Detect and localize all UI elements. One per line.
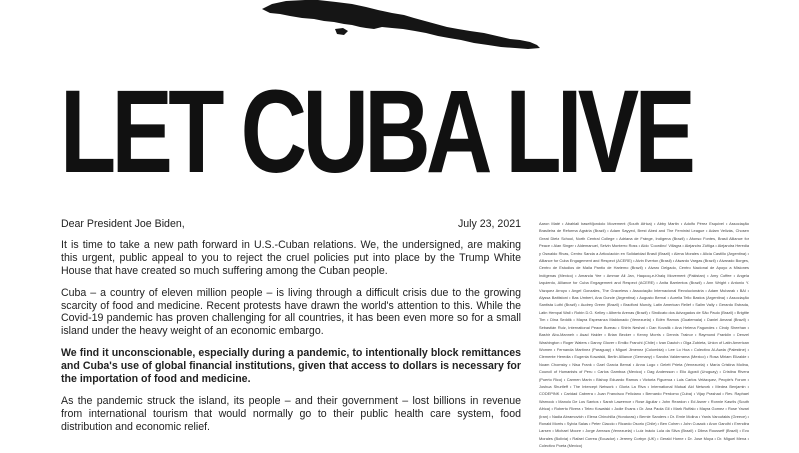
letter-body [61,218,521,443]
letter-paragraphs [61,239,521,434]
isla-de-la-juventud-shape [335,28,348,35]
letter-paragraph: We find it unconscionable, especially during a pandemic, to intentionally block remittances and Cuba's use of global financial institutions, given that access to dollars is necessary for the importation of food and medicine. [61,347,521,386]
cuba-map [0,0,799,50]
signatories-list: Aaron Maté • Abahlali baseMjondolo Movement (South Africa) • Abby Martin • Adolfo Pérez Esquivel • Associação Brasileira de Reforma Agrária (Brazil) • Adam Sayyed, Brest Abed and The Feminist League • Adam Velizás, Chosen Great Dietz School, North Central College • Adriana de Fránge, Indígena (Brazil) • Afonso Fontes, Brasil Alliance for Peace • Alan Singer • Aldemanuel, Selvin Monterro Ross • Aldo 'Coordino' Villagra • Alejandro Zúñiga • Alejandra Heredia y Oswaldo Rivas, Centro Sanda a Articulación en Solidaridad Brasil (Brazil) • Alena Morales • Alicia Castillo (Argentina) • Alliance for Cuba Engagement and Respect (ACERE) • Alvin Everton (Brasil) • Alwardo Vargas (Brazil) • Alvarado Borges, Centro de Estudios de Maila Pantio de Hariemo (Brazil) • Alvaro Delgado, Centro Nacional de Apoyo a Misiones Indígenas (Mexico) • Amanda Yee • Ammar Ali Jan, Haqooq-e-Khalq Movement (Pakistan) • Amy Coffee • Angela Izquierdo, Alliance for Cuba Engagement and Respect (ACERE) • Anita Barrientos (Brazil) • Ann Wright • Antonio Y. Vázquez Arroyo • Angel Gonzales, The Graceless • Associação Internacional Revolucionária • Adam Mubarak • BAI • Alyssa Battistoni • Bas Umbert, Ana Gunde (Argentina) • Augusto Bernal • Aurelia Tello Bastos (Argentina) • Associação Santista Luthi (Brazil) • Audrey Green (Brazil) • Bradford Mundy, Latin American Relief • Salim Vally • Gerardo Estrada, Latin Hempal Wall • Robin D.G. Kelley • Alberto Arenas (Brazil) • Sindicato dos Advogados de São Paulo (Brazil) • Brigitte Tim • Dina Seddik • Mayra Esperanza Maldonado (Venezuela) • Edén Ramos (Guatemala) • Daniel Amaral (Brazil) • Sebastián Ruiz, International Peace Bureau • Shirin Neshat • Dan Kovalik • Ana Helena Fagundes • Cindy Sheehan • Bashir Abu-Manneh • Asad Haider • Brian Becker • Kenny Morris • Dennis Trainor • Raymond Franklin • Denzel Washington • Roger Waters • Danny Glover • Emilio Franchi (Chile) • Ivan Dautch • Olga Zubieta, Union of Latin American Women • Fernanda Martínez (Paraguay) • Miguel Jimenez (Colombia) • Lee Lo Hoa • Colectivo Al-Awda (Palestine) • Clemente Heredia • Eugenia Kowalski, Berlin Alliance (Germany) • Sandra Valderrama (Mexico) • Rosa Miriam Elizalde • Noam Chomsky • Nisa Frank • Gael García Bernal • Anna Lugo • Gelett Prieta (Venezuela) • María Cristina Molina, Council of Humanists of Peru • Carlos Gamboa (Mexico) • Dag Andersson • Elio Agosti (Uruguay) • Cristina Rivera (Puerto Rico) • Carmen Marin • Bishop Eduardo Ramos • Victoria Figueroa • Luis Carlos Velázquez, People’s Forum • Joshua Shurtleff • The Intercept Network • Gloria La Riva • International Mutual Aid Network • Medea Benjamin • CODEPINK • Caridad Cabrera • Juan Francisco Feliciano • Bernardo Perdomo (Cuba) • Vijay Prashad • Rev. Raphael Warnock • Manolo De Los Santos • Sarah Lawrence • Rose Aguilar • John Reardon • Ed Asner • Ronnie Kasrils (South Africa) • Roberto Rivera • Teleo Kowalski • Jodie Evans • Dr. Ana Paola Gil • Mark Ruffalo • Mayra Gomez • Rose Yavari (Iran) • Nadia Abramovich • Elena Chinchilla (Honduras) • Bernie Sanders • Dr. Ernie Molina • Yanis Varoufakis (Greece) • Ronald Morris • Sylvia Salas • Peter Ciaccio • Ricardo Osorio (Chile) • Ben Cohen • John Cusack • Arun Gandhi • Erendira Larsen • Michael Moore • Jorge Arreaza (Venezuela) • Luiz Inácio Lula da Silva (Brazil) • Dilma Rousseff (Brazil) • Evo Morales (Bolivia) • Rafael Correa (Ecuador) • Jeremy Corbyn (UK) • Gerald Horne • Dr. Jose Moya • Dr. Miguel Mena • Colectivo Poeta (Mexico) [539,221,749,449]
letter-paragraph: As the pandemic struck the island, its people – and their government – lost billions in revenue from international tourism that would normally go to their public health care system, food distribution and economic relief. [61,394,521,433]
headline: LET CUBA LIVE [60,66,692,198]
letter-paragraph: It is time to take a new path forward in U.S.-Cuban relations. We, the undersigned, are making this urgent, public appeal to you to reject the cruel policies put into place by the Trump White House that have created so much suffering among the Cuban people. [61,238,521,277]
letter-date: July 23, 2021 [457,218,521,230]
letter-header-row [61,218,521,231]
salutation: Dear President Joe Biden, [61,218,185,230]
letter-paragraph: Cuba – a country of eleven million people – is living through a difficult crisis due to the growing scarcity of food and medicine. Recent protests have drawn the world's attention to this. While the Covid-19 pandemic has proven challenging for all countries, it has been even more so for a small island under the heavy weight of an economic embargo. [61,286,521,338]
cuba-island-shape [262,0,540,49]
